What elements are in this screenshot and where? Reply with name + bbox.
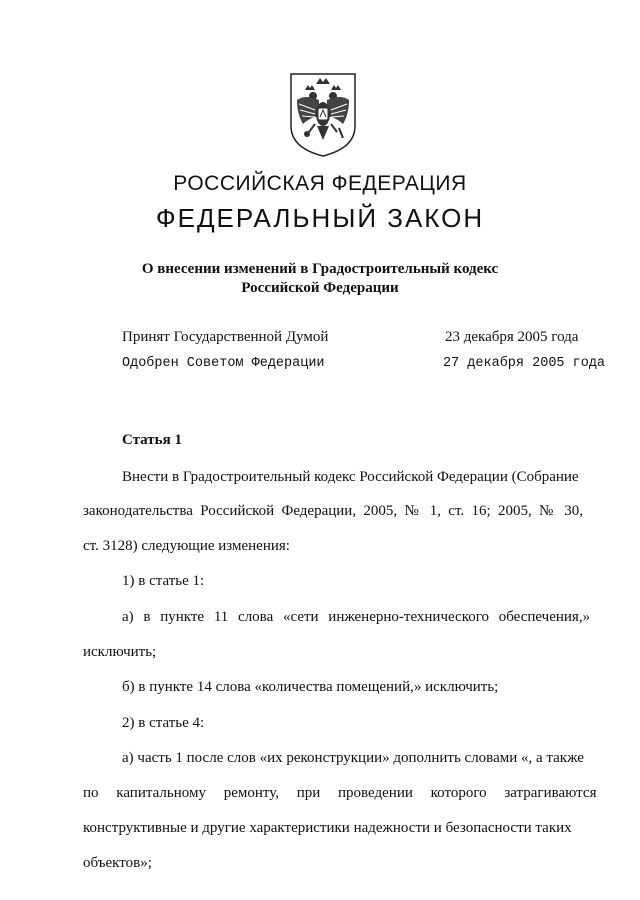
article-text-line: а) часть 1 после слов «их реконструкции» дополнить словами «, а также [122,750,584,766]
article-text-line: 2) в статье 4: [122,715,205,731]
country-title: РОССИЙСКАЯ ФЕДЕРАЦИЯ [173,172,467,195]
law-subject-line-1: О внесении изменений в Градостроительный кодекс [141,261,499,277]
article-text-line: законодательства Российской Федерации, 2005, № 1, ст. 16; 2005, № 30, [83,503,583,519]
article-text-line: 1) в статье 1: [122,573,205,589]
approved-by-council-date: 27 декабря 2005 года [443,356,606,371]
article-text-line: ст. 3128) следующие изменения: [83,538,290,554]
adopted-by-duma-date: 23 декабря 2005 года [445,329,579,345]
article-text-line: исключить; [83,644,157,660]
article-text-line: Внести в Градостроительный кодекс Российской Федерации (Собрание [122,469,579,485]
approved-by-council-label: Одобрен Советом Федерации [122,356,325,371]
coat-of-arms-icon [285,70,361,160]
article-text-line: а) в пункте 11 слова «сети инженерно-технического обеспечения,» [122,609,591,625]
article-text-line: по капитальному ремонту, при проведении которого затрагиваются [83,785,597,801]
article-text-line: конструктивные и другие характеристики надежности и безопасности таких [83,820,572,836]
adopted-by-duma-label: Принят Государственной Думой [122,329,329,345]
article-title: Статья 1 [122,432,182,448]
document-type-title: ФЕДЕРАЛЬНЫЙ ЗАКОН [155,203,485,233]
article-text-line: объектов»; [83,855,152,871]
law-subject-line-2: Российской Федерации [241,280,399,296]
article-text-line: б) в пункте 14 слова «количества помещений,» исключить; [122,679,499,695]
law-subject [0,260,640,298]
